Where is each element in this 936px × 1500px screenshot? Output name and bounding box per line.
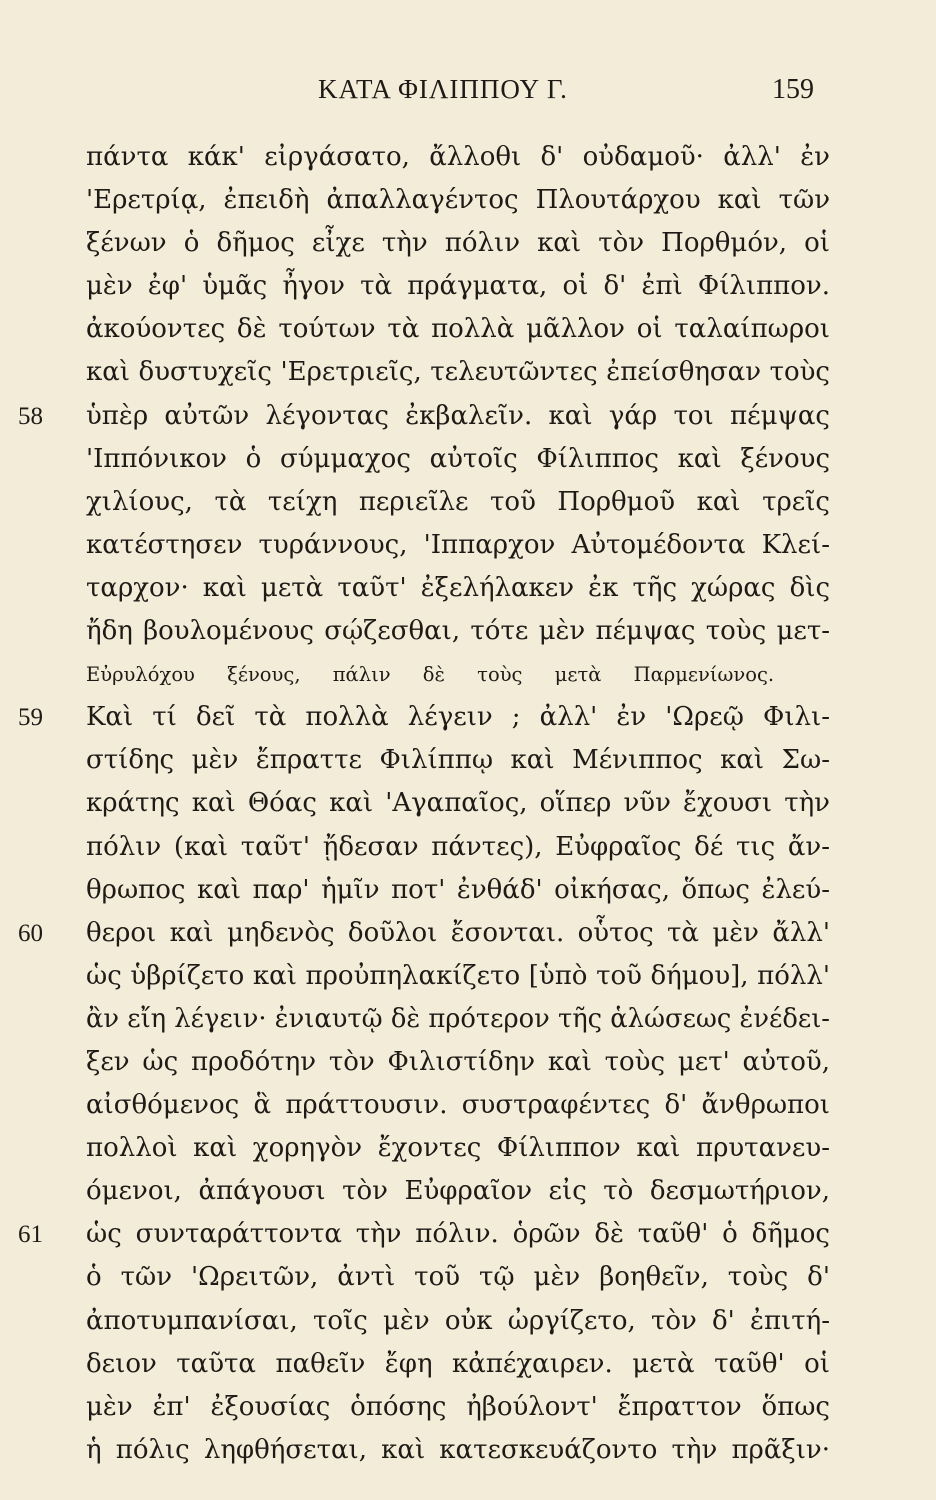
line-text: ξεν ὡς προδότην τὸν Φιλιστίδην καὶ τοὺς μετ' αὐτοῦ,	[86, 1046, 830, 1077]
line-text: πάντα κάκ' εἰργάσατο, ἄλλοθι δ' οὐδαμοῦ· ἀλλ' ἐν	[86, 142, 830, 172]
text-line	[0, 782, 936, 825]
section-number: 60	[18, 919, 43, 947]
text-line	[0, 438, 936, 481]
text-line	[0, 912, 936, 955]
text-line	[0, 955, 936, 998]
text-line	[0, 308, 936, 351]
line-text: όμενοι, ἀπάγουσι τὸν Εὐφραῖον εἰς τὸ δεσμωτήριον,	[86, 1176, 830, 1207]
line-text: ἂν εἴη λέγειν· ἐνιαυτῷ δὲ πρότερον τῆς ἁλώσεως ἐνέδει-	[86, 1003, 830, 1034]
text-line	[0, 1170, 936, 1213]
line-text: πολλοὶ καὶ χορηγὸν ἔχοντες Φίλιππον καὶ πρυτανευ-	[86, 1133, 830, 1164]
text-line	[0, 739, 936, 782]
text-line	[0, 524, 936, 567]
section-number: 59	[18, 704, 43, 732]
text-line	[0, 1300, 936, 1343]
line-text: μὲν ἐπ' ἐξουσίας ὁπόσης ἠβούλοντ' ἔπραττον ὅπως	[86, 1391, 830, 1422]
line-text: ἀκούοντες δὲ τούτων τὰ πολλὰ μᾶλλον οἱ ταλαίπωροι	[86, 314, 830, 345]
text-line	[0, 998, 936, 1041]
text-line	[0, 1084, 936, 1127]
line-text: δειον ταῦτα παθεῖν ἔφη κἀπέχαιρεν. μετὰ ταῦθ' οἱ	[86, 1348, 830, 1379]
page-number: 159	[772, 74, 814, 105]
line-text: ξένων ὁ δῆμος εἶχε τὴν πόλιν καὶ τὸν Πορθμόν, οἱ	[86, 228, 830, 259]
text-line	[0, 1386, 936, 1429]
line-text: ὁ τῶν 'Ωρειτῶν, ἀντὶ τοῦ τῷ μὲν βοηθεῖν, τοὺς δ'	[86, 1262, 830, 1293]
line-text: στίδης μὲν ἔπραττε Φιλίππῳ καὶ Μένιππος καὶ Σω-	[86, 745, 830, 776]
line-text: μὲν ἐφ' ὑμᾶς ἦγον τὰ πράγματα, οἱ δ' ἐπὶ Φίλιππον.	[86, 271, 830, 302]
section-number: 61	[18, 1221, 43, 1249]
line-text: ὡς ὑβρίζετο καὶ προὐπηλακίζετο [ὑπὸ τοῦ δήμου], πόλλ'	[86, 960, 830, 991]
line-text: πόλιν (καὶ ταῦτ' ᾔδεσαν πάντες), Εὐφραῖος δέ τις ἄν-	[86, 831, 830, 862]
line-text: καὶ δυστυχεῖς 'Ερετριεῖς, τελευτῶντες ἐπείσθησαν τοὺς	[86, 357, 830, 388]
line-text: αἰσθόμενος ἃ πράττουσιν. συστραφέντες δ' ἄνθρωποι	[86, 1090, 830, 1121]
text-line	[0, 1256, 936, 1299]
line-text: Καὶ τί δεῖ τὰ πολλὰ λέγειν ; ἀλλ' ἐν 'Ωρεῷ Φιλι-	[86, 702, 830, 733]
text-line	[0, 869, 936, 912]
line-text: ἡ πόλις ληφθήσεται, καὶ κατεσκευάζοντο τὴν πρᾶξιν·	[86, 1434, 830, 1465]
line-text: κατέστησεν τυράννους, 'Ιππαρχον Αὐτομέδοντα Κλεί-	[86, 529, 830, 560]
text-line	[0, 826, 936, 869]
line-text: Εὐρυλόχου ξένους, πάλιν δὲ τοὺς μετὰ Παρμενίωνος.	[86, 663, 775, 687]
running-head	[0, 74, 936, 114]
line-text: χιλίους, τὰ τείχη περιεῖλε τοῦ Πορθμοῦ καὶ τρεῖς	[86, 486, 830, 517]
line-text: 'Ιππόνικον ὁ σύμμαχος αὐτοῖς Φίλιππος καὶ ξένους	[86, 443, 830, 474]
text-line	[0, 1429, 936, 1472]
line-text: 'Ερετρίᾳ, ἐπειδὴ ἀπαλλαγέντος Πλουτάρχου καὶ τῶν	[86, 185, 830, 216]
text-line	[0, 1041, 936, 1084]
text-line	[0, 179, 936, 222]
text-line	[0, 1343, 936, 1386]
text-line	[0, 265, 936, 308]
text-line	[0, 351, 936, 394]
greek-text-body	[0, 136, 936, 1472]
text-line	[0, 222, 936, 265]
line-text: ἤδη βουλομένους σῴζεσθαι, τότε μὲν πέμψας τοὺς μετ-	[86, 616, 830, 647]
text-line	[0, 136, 936, 179]
line-text: ὑπὲρ αὐτῶν λέγοντας ἐκβαλεῖν. καὶ γάρ τοι πέμψας	[86, 400, 830, 431]
line-text: ἀποτυμπανίσαι, τοῖς μὲν οὐκ ὠργίζετο, τὸν δ' ἐπιτή-	[86, 1305, 830, 1336]
text-line	[0, 395, 936, 438]
text-line	[0, 481, 936, 524]
line-text: ὡς συνταράττοντα τὴν πόλιν. ὁρῶν δὲ ταῦθ' ὁ δῆμος	[86, 1219, 830, 1250]
line-text: κράτης καὶ Θόας καὶ 'Αγαπαῖος, οἵπερ νῦν ἔχουσι τὴν	[86, 788, 830, 819]
section-number: 58	[18, 402, 43, 430]
text-line	[0, 567, 936, 610]
line-text: θρωπος καὶ παρ' ἡμῖν ποτ' ἐνθάδ' οἰκήσας, ὅπως ἐλεύ-	[86, 874, 830, 905]
text-line	[0, 610, 936, 653]
text-line	[0, 696, 936, 739]
running-title: ΚΑΤΑ ΦΙΛΙΠΠΟΥ Γ.	[318, 74, 568, 104]
line-text: θεροι καὶ μηδενὸς δοῦλοι ἔσονται. οὗτος τὰ μὲν ἄλλ'	[86, 917, 830, 948]
text-line	[0, 1127, 936, 1170]
line-text: ταρχον· καὶ μετὰ ταῦτ' ἐξελήλακεν ἐκ τῆς χώρας δὶς	[86, 572, 830, 603]
text-line	[0, 653, 936, 696]
text-line	[0, 1213, 936, 1256]
